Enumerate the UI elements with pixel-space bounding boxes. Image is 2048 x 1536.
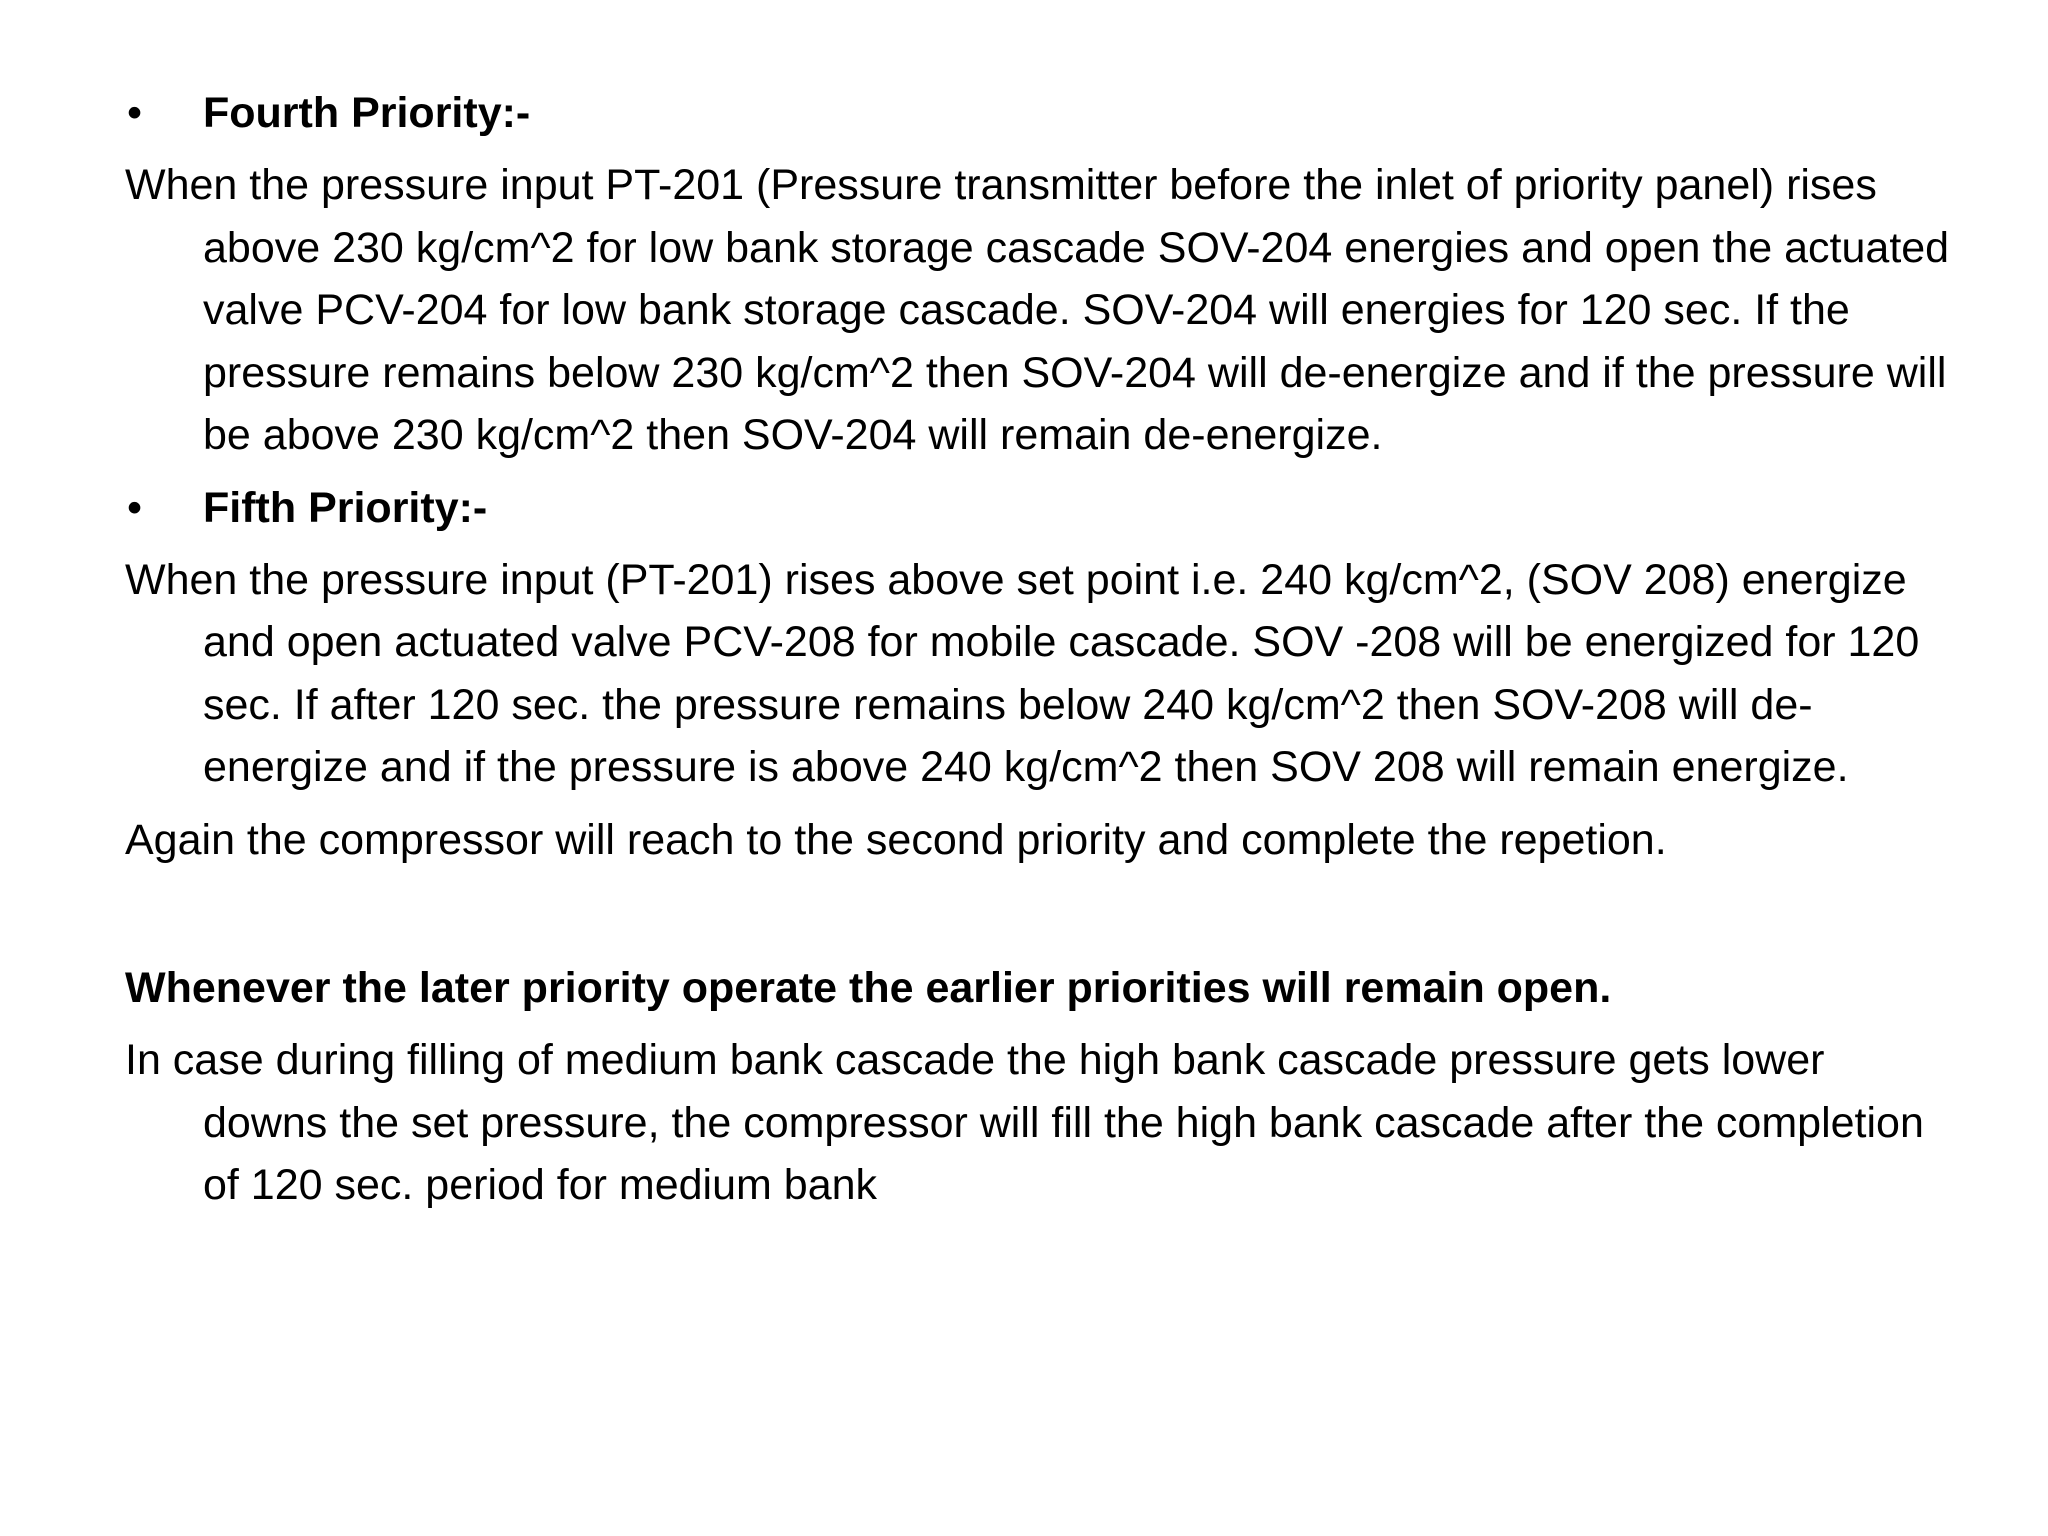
bullet-icon: • bbox=[127, 483, 143, 532]
repetition-note: Again the compressor will reach to the second priority and complete the repetion. bbox=[125, 815, 1667, 864]
medium-bank-note: In case during filling of medium bank cascade the high bank cascade pressure gets lower downs the set pressure, the compressor will fill the high bank cascade after the completion of 120 sec. period for medium bank bbox=[125, 1036, 1924, 1209]
fifth-priority-text: When the pressure input (PT-201) rises above set point i.e. 240 kg/cm^2, (SOV 208) energize and open actuated valve PCV-208 for mobile cascade. SOV -208 will be energized for 120 sec. If after 120 sec. the pressure remains below 240 kg/cm^2 then SOV-208 will de-energize and if the pressure is above 240 kg/cm^2 then SOV 208 will remain energize. bbox=[125, 555, 1920, 791]
bullet-icon: • bbox=[127, 89, 143, 137]
fourth-priority-heading bbox=[125, 82, 1955, 144]
later-priority-note: Whenever the later priority operate the earlier priorities will remain open. bbox=[125, 964, 1612, 1012]
spacer bbox=[125, 881, 1955, 957]
slide-content bbox=[125, 82, 1955, 1227]
fourth-priority-heading-text: Fourth Priority:- bbox=[203, 89, 531, 137]
fifth-priority-heading bbox=[125, 477, 1955, 539]
fourth-priority-text: When the pressure input PT-201 (Pressure transmitter before the inlet of priority panel) rises above 230 kg/cm^2 for low bank storage cascade SOV-204 energies and open the actuated valve PCV-204 for low bank storage cascade. SOV-204 will energies for 120 sec. If the pressure remains below 230 kg/cm^2 then SOV-204 will de-energize and if the pressure will be above 230 kg/cm^2 then SOV-204 will remain de-energize. bbox=[125, 161, 1950, 459]
fifth-priority-heading-text: Fifth Priority:- bbox=[203, 483, 488, 532]
